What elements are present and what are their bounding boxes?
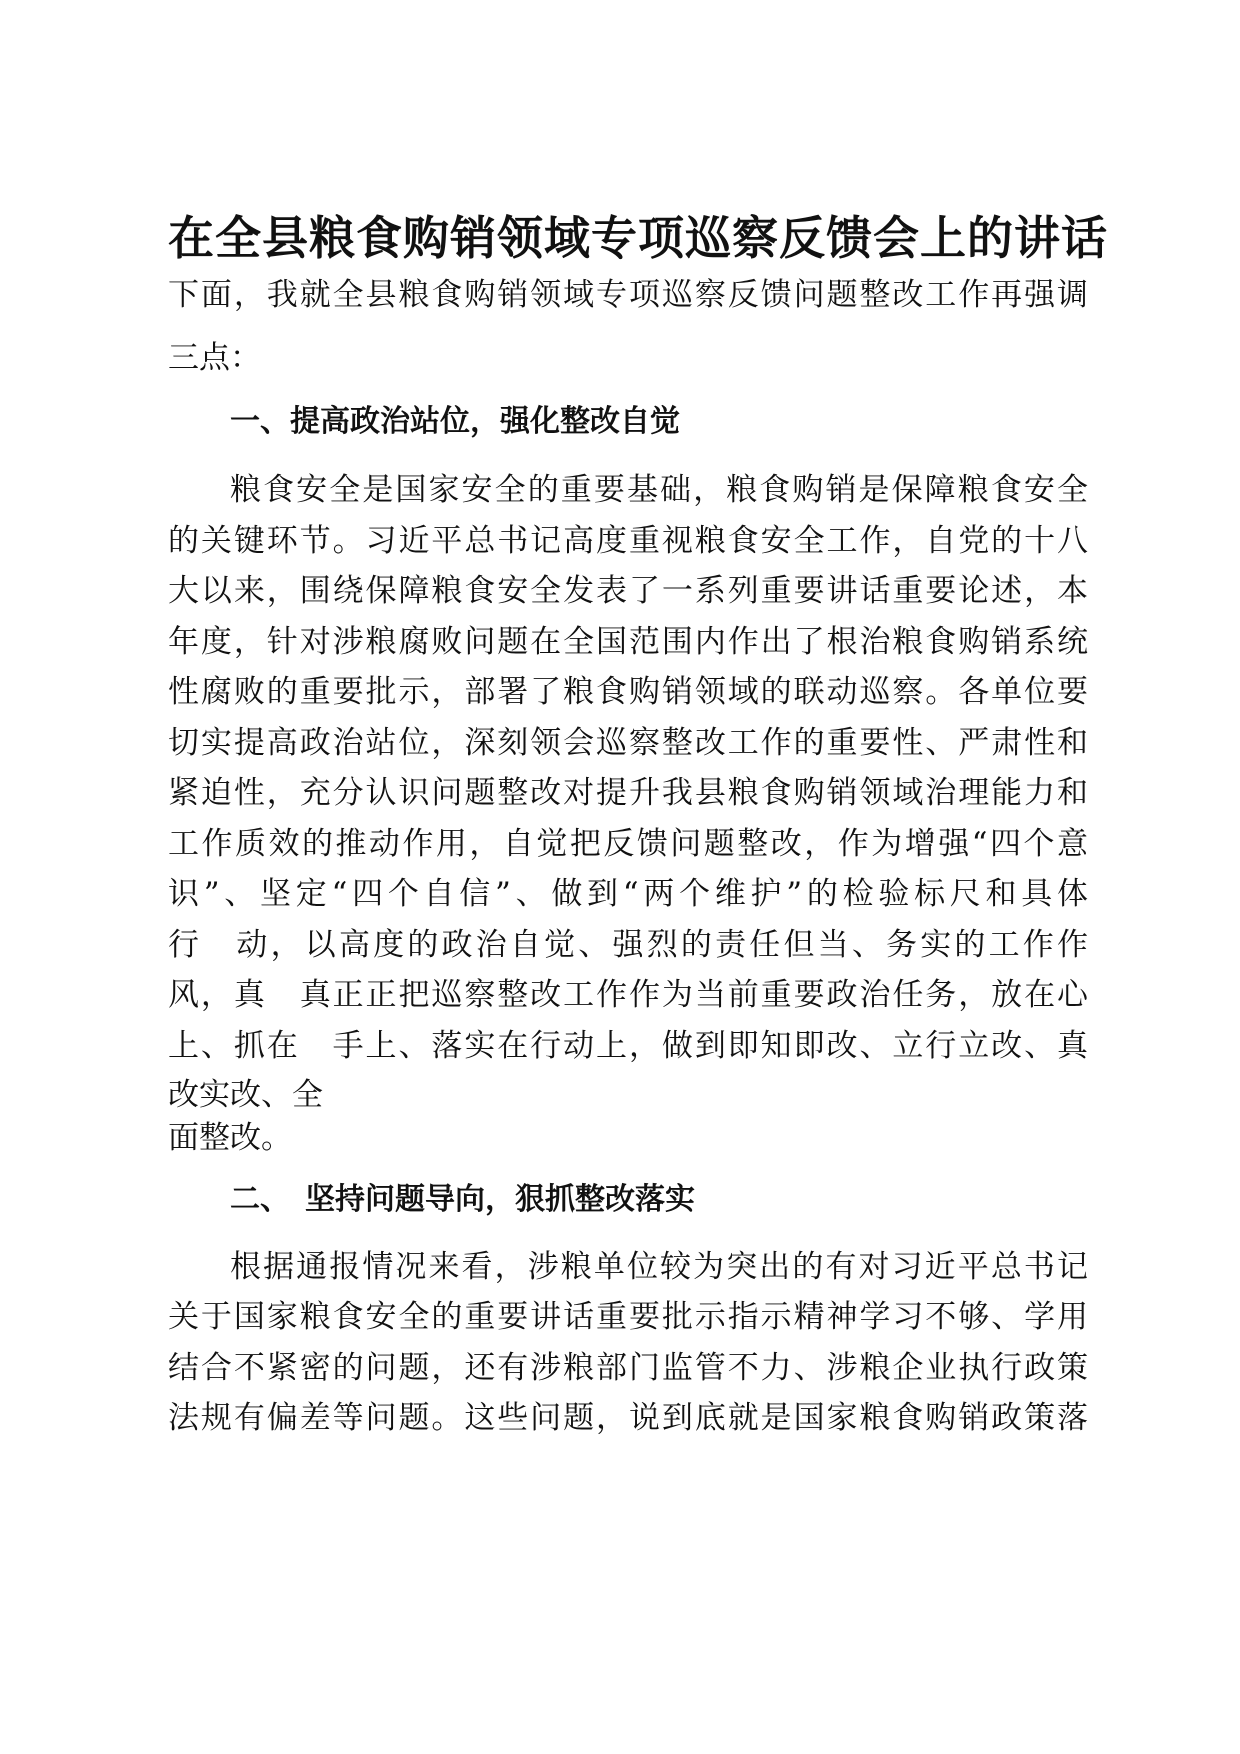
document-title: 在全县粮食购销领域专项巡察反馈会上的讲话	[168, 211, 1108, 265]
paragraph-line: 的关键环节。习近平总书记高度重视粮食安全工作，自党的十八	[168, 523, 1088, 559]
paragraph-line: 法规有偏差等问题。这些问题，说到底就是国家粮食购销政策落	[168, 1400, 1088, 1436]
paragraph-line: 大以来，围绕保障粮食安全发表了一系列重要讲话重要论述，本	[168, 573, 1088, 609]
paragraph-line: 识”、坚定“四个自信”、做到“两个维护”的检验标尺和具体	[168, 876, 1088, 912]
paragraph-line: 紧迫性，充分认识问题整改对提升我县粮食购销领域治理能力和	[168, 775, 1088, 811]
intro-line: 下面，我就全县粮食购销领域专项巡察反馈问题整改工作再强调	[168, 277, 1088, 313]
paragraph-line: 工作质效的推动作用，自觉把反馈问题整改，作为增强“四个意	[168, 826, 1088, 862]
paragraph-line: 根据通报情况来看，涉粮单位较为突出的有对习近平总书记	[230, 1249, 1088, 1285]
paragraph-line: 结合不紧密的问题，还有涉粮部门监管不力、涉粮企业执行政策	[168, 1350, 1088, 1386]
paragraph-line: 切实提高政治站位，深刻领会巡察整改工作的重要性、严肃性和	[168, 725, 1088, 761]
paragraph-line: 年度，针对涉粮腐败问题在全国范围内作出了根治粮食购销系统	[168, 624, 1088, 660]
paragraph-line: 风，真 真正正把巡察整改工作作为当前重要政治任务，放在心	[168, 977, 1088, 1013]
intro-line: 三点：	[168, 340, 261, 376]
paragraph-line: 行 动，以高度的政治自觉、强烈的责任但当、务实的工作作	[168, 927, 1088, 963]
paragraph-line: 上、抓在 手上、落实在行动上，做到即知即改、立行立改、真	[168, 1028, 1088, 1064]
paragraph-line: 性腐败的重要批示，部署了粮食购销领域的联动巡察。各单位要	[168, 674, 1088, 710]
paragraph-line: 面整改。	[168, 1120, 292, 1156]
paragraph-line: 粮食安全是国家安全的重要基础，粮食购销是保障粮食安全	[230, 472, 1088, 508]
section-heading: 二、 坚持问题导向，狠抓整改落实	[230, 1182, 695, 1217]
paragraph-line: 改实改、全	[168, 1077, 323, 1113]
paragraph-line: 关于国家粮食安全的重要讲话重要批示指示精神学习不够、学用	[168, 1299, 1088, 1335]
section-heading: 一、提高政治站位，强化整改自觉	[230, 404, 680, 439]
